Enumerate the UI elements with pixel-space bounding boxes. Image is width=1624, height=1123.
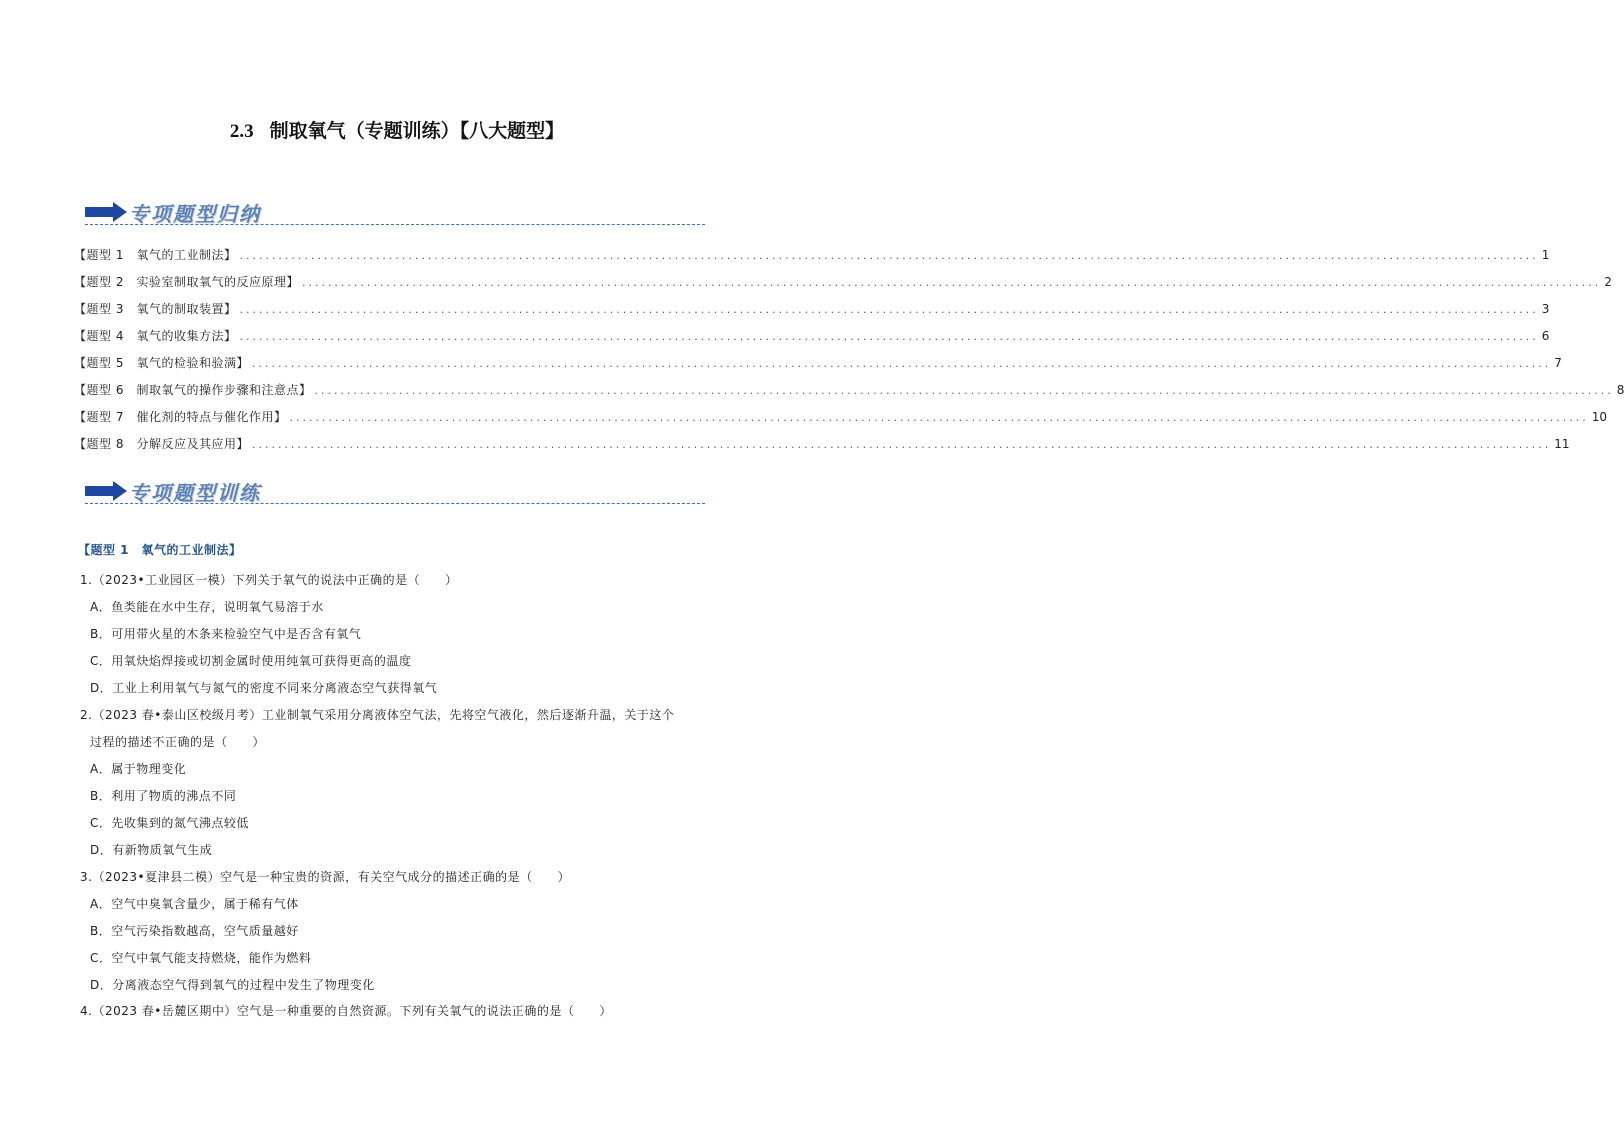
- answer-option[interactable]: A．属于物理变化: [90, 762, 187, 776]
- toc-entry[interactable]: [74, 242, 1550, 269]
- question-stem: 3.（2023•夏津县二模）空气是一种宝贵的资源，有关空气成分的描述正确的是（ ）: [80, 870, 571, 884]
- answer-option[interactable]: D．分离液态空气得到氧气的过程中发生了物理变化: [90, 978, 375, 992]
- question: [80, 567, 740, 702]
- question-stem: 1.（2023•工业园区一模）下列关于氧气的说法中正确的是（ ）: [80, 573, 458, 587]
- toc-entry-label: 【题型 8 分解反应及其应用】: [74, 437, 249, 451]
- toc-entry[interactable]: [74, 377, 1624, 404]
- toc-page-number: 6: [1541, 329, 1550, 343]
- toc-leader-dots: ........................................................................................................................................................................................................: [314, 384, 1614, 397]
- toc-entry-label: 【题型 1 氧气的工业制法】: [74, 248, 237, 262]
- toc-entry[interactable]: [74, 404, 1608, 431]
- answer-option[interactable]: C．用氧炔焰焊接或切割金属时使用纯氧可获得更高的温度: [90, 654, 412, 668]
- toc-entry-label: 【题型 6 制取氧气的操作步骤和注意点】: [74, 383, 312, 397]
- answer-option[interactable]: B．空气污染指数越高，空气质量越好: [90, 924, 299, 938]
- toc-page-number: 11: [1554, 437, 1570, 451]
- answer-option[interactable]: B．可用带火星的木条来检验空气中是否含有氧气: [90, 627, 362, 641]
- toc-leader-dots: ........................................................................................................................................................................................................: [239, 303, 1539, 316]
- toc-entry-label: 【题型 4 氧气的收集方法】: [74, 329, 237, 343]
- question: [80, 702, 740, 864]
- toc-entry-label: 【题型 7 催化剂的特点与催化作用】: [74, 410, 287, 424]
- banner-training: [85, 477, 705, 511]
- banner-divider: [85, 503, 705, 504]
- toc-entry[interactable]: [74, 431, 1570, 458]
- answer-option[interactable]: C．先收集到的氮气沸点较低: [90, 816, 249, 830]
- section-number: 2.3: [229, 121, 254, 142]
- answer-option[interactable]: D．有新物质氧气生成: [90, 843, 213, 857]
- banner-summary: [85, 198, 705, 232]
- table-of-contents: [74, 242, 1624, 458]
- toc-leader-dots: ........................................................................................................................................................................................................: [301, 276, 1602, 289]
- toc-leader-dots: ........................................................................................................................................................................................................: [239, 330, 1539, 343]
- arrow-right-icon: [85, 481, 127, 501]
- question-stem-continued: 过程的描述不正确的是（ ）: [90, 735, 266, 749]
- toc-entry-label: 【题型 2 实验室制取氧气的反应原理】: [74, 275, 299, 289]
- question: [80, 864, 740, 999]
- section-label: 【题型 1 氧气的工业制法】: [78, 543, 242, 557]
- arrow-right-icon: [85, 202, 127, 222]
- question-stem: 4.（2023 春•岳麓区期中）空气是一种重要的自然资源。下列有关氧气的说法正确的是（ ）: [80, 1004, 612, 1018]
- toc-page-number: 7: [1554, 356, 1562, 370]
- toc-entry-label: 【题型 3 氧气的制取装置】: [74, 302, 237, 316]
- banner-summary-text: 专项题型归纳: [129, 202, 261, 226]
- toc-entry[interactable]: [74, 296, 1550, 323]
- answer-option[interactable]: A．鱼类能在水中生存，说明氧气易溶于水: [90, 600, 324, 614]
- answer-option[interactable]: C．空气中氧气能支持燃烧，能作为燃料: [90, 951, 312, 965]
- toc-page-number: 3: [1541, 302, 1550, 316]
- banner-divider: [85, 224, 705, 225]
- question: [80, 998, 740, 1025]
- toc-leader-dots: ........................................................................................................................................................................................................: [251, 357, 1552, 370]
- toc-page-number: 8: [1616, 383, 1624, 397]
- toc-page-number: 1: [1541, 248, 1550, 262]
- title-text: 制取氧气（专题训练）【八大题型】: [269, 120, 565, 142]
- toc-entry-label: 【题型 5 氧气的检验和验满】: [74, 356, 249, 370]
- toc-leader-dots: ........................................................................................................................................................................................................: [239, 249, 1539, 262]
- toc-entry[interactable]: [74, 269, 1612, 296]
- toc-entry[interactable]: [74, 350, 1562, 377]
- toc-leader-dots: ........................................................................................................................................................................................................: [289, 411, 1589, 424]
- answer-option[interactable]: A．空气中臭氧含量少，属于稀有气体: [90, 897, 299, 911]
- toc-page-number: 2: [1604, 275, 1612, 289]
- banner-training-text: 专项题型训练: [129, 481, 261, 505]
- toc-leader-dots: ........................................................................................................................................................................................................: [251, 438, 1552, 451]
- page-title: [0, 116, 794, 143]
- answer-option[interactable]: B．利用了物质的沸点不同: [90, 789, 237, 803]
- toc-page-number: 10: [1591, 410, 1608, 424]
- answer-option[interactable]: D．工业上利用氧气与氮气的密度不同来分离液态空气获得氧气: [90, 681, 438, 695]
- question-stem: 2.（2023 春•泰山区校级月考）工业制氧气采用分离液体空气法，先将空气液化，然后逐渐升温，关于这个: [80, 708, 675, 722]
- toc-entry[interactable]: [74, 323, 1550, 350]
